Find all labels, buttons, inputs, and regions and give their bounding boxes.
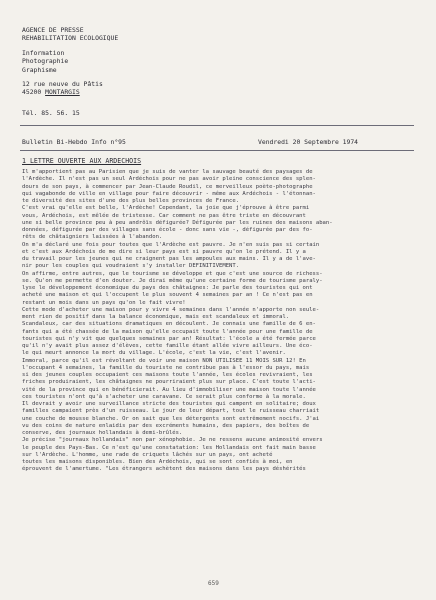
service-information: Information [22,48,65,57]
city-name: MONTARGIS [45,88,80,97]
body-line: toutes les maisons disponibles. Bien des Ardéchois, qui se sont confiés à moi, en [22,459,293,465]
body-line: le peuple des Pays-Bas. Ce n'est qu'une constatation: les Hollandais ont fait main basse [22,444,316,451]
body-line: qui vagabonde de ville en village pour faire découvrir - même aux Ardéchois - l'étonnan- [22,190,316,197]
body-line: qu'il n'y avait plus assez d'élèves, cette famille étant allée vivre ailleurs. Une éco- [22,343,313,349]
body-line: ment rien de positif dans la balance économique, mais est scandaleux et immoral. [22,314,290,320]
body-line: fants qui a été chassée de la maison qu'elle occupait toute l'année pour une famille de [22,328,313,335]
body-line: touristes qui n'y vit que quelques semaines par an! Résultat: l'école a été fermée parce [22,335,316,342]
service-graphisme: Graphisme [22,65,57,74]
body-line: l'occupant 4 semaines, la famille du touriste ne contribue pas à l'essor du pays, mais [22,364,310,371]
body-line: une si belle province peu à peu andrôïs défigurée? Défigurée par les ruines des maisons aban- [22,219,333,226]
body-line: On affirme, entre autres, que le tourisme se développe et que c'est une source de richess- [22,270,323,277]
body-line: vu des coins de nature enlaidis par des excréments humains, des papiers, des boîtes de [22,422,310,429]
agency-name: AGENCE DE PRESSE [22,26,84,34]
body-line: Il m'apportient pas au Parisien que je suis de vanter la sauvage beauté des paysages de [22,169,313,175]
body-line: Cette mode d'acheter une maison pour y vivre 4 semaines dans l'année n'apporte non seule- [22,306,320,313]
body-line: vous, Ardéchois, est mêlée de tristesse. Car comment ne pas être triste en découvrant [22,212,306,219]
body-line: nir pour les couples qui voudraient s'y installer DEFINITIVEMENT. [22,263,240,270]
address-street: 12 rue neuve du Pâtis [22,80,103,89]
body-line: dours de son pays, à commencer par Jean-Claude Roudil, ce merveilleux poète-photographe [22,183,313,190]
body-line: Je précise "journaux hollandais" non par xénophobie. Je ne ressens aucune animosité envers [22,437,323,444]
body-line: C'est vrai qu'elle est belle, l'Ardèche! Cependant, la joie que j'éprouve à être parmi [22,205,310,212]
body-line: si des jeunes couples occupaient ces maisons toute l'année, les écoles revivraient, les [22,372,313,378]
header-divider-top [20,125,414,126]
article-body [22,169,416,474]
body-line: restant un mois dans un pays qu'on le fait vivre! [22,299,186,306]
body-line: le qui meurt annonce la mort du village. L'école, c'est la vie, c'est l'avenir. [22,350,286,357]
body-line: Il devrait y avoir une surveillance stricte des touristes qui campent en solitaire; doux [22,401,316,407]
letterhead [22,26,118,97]
body-line: vité de la province qui en bénéficierait. Au lieu d'immobiliser une maison toute l'année [22,386,316,393]
section-title: 1 LETTRE OUVERTE AUX ARDECHOIS [22,157,142,165]
body-line: sur l'Ardèche. L'homme, une rade de criquets lâchés sur un pays, ont acheté [22,451,273,458]
body-line: acheté une maison et qui l'occupent le plus souvent 4 semaines par an ! Ce n'est pas en [22,292,313,299]
body-line: friches produiraient, les châtaignes ne pourriraient plus sur place. C'est toute l'acti- [22,379,316,386]
bulletin-title: Bulletin Bi-Hebdo Info n°95 [22,138,126,146]
body-line: On m'a déclaré une fois pour toutes que l'Ardèche est pauvre. Je n'en suis pas si certain [22,241,320,248]
body-line: et c'est aux Ardéchois de me dire si leur pays est si pauvre qu'on le prétend. Il y a [22,248,306,255]
address-city-line [22,88,118,96]
body-line: Scandaleux, car des situations dramatiques en découlent. Je connais une famille de 6 en- [22,321,316,328]
body-line: te diversité des sites d'une des plus belles provinces de France. [22,198,240,204]
body-line: se. Qu'on me permette d'en douter. Je dirai même qu'une certaine forme de tourisme paraly- [22,277,323,284]
agency-subtitle: REHABILITATION ECOLOGIQUE [22,34,119,43]
body-line: rêts de châtaigniers laissées à l'abandon. [22,234,163,241]
body-line: lyse le développement économique du pays des châtaignes: Je parle des touristes qui ont [22,285,313,291]
body-line: conserve, des journaux hollandais à demi-brûlés. [22,430,183,436]
header-divider-bottom [20,150,414,151]
body-line: ces touristes n'ont qu'à s'acheter une caravane. Ce serait plus conforme à la morale. [22,393,306,400]
body-line: du travail pour les jeunes qui ne craignent pas les ampoules aux mains. Il y a de l'ave- [22,256,316,262]
body-line: données, défigurée par des villages sans école - donc sans vie -, défigurée par des fo- [22,227,313,233]
bulletin-date: Vendredi 20 Septembre 1974 [258,138,359,146]
page-number: 659 [208,580,219,587]
postal-code: 45200 [22,88,46,97]
body-line: l'Ardèche. Il n'est pas un seul Ardéchois pour ne pas avoir pleine conscience des splen- [22,176,316,183]
telephone: Tél. 85. 56. 15 [22,109,80,117]
body-line: Immoral, parce qu'il est révoltant de voir une maison NON UTILISEE 11 MOIS SUR 12! En [22,357,306,364]
body-line: familles campaient près d'un ruisseau. Le jour de leur départ, tout le ruisseau charriait [22,408,320,415]
body-line: éprouvent de l'amertume. "Les étrangers achètent des maisons dans les pays déshérités [22,466,306,473]
service-photographie: Photographie [22,57,69,66]
body-line: une couche de mousse blanche. Or on sait que les détergents sont extrêmement nocifs. J'ai [22,415,320,422]
